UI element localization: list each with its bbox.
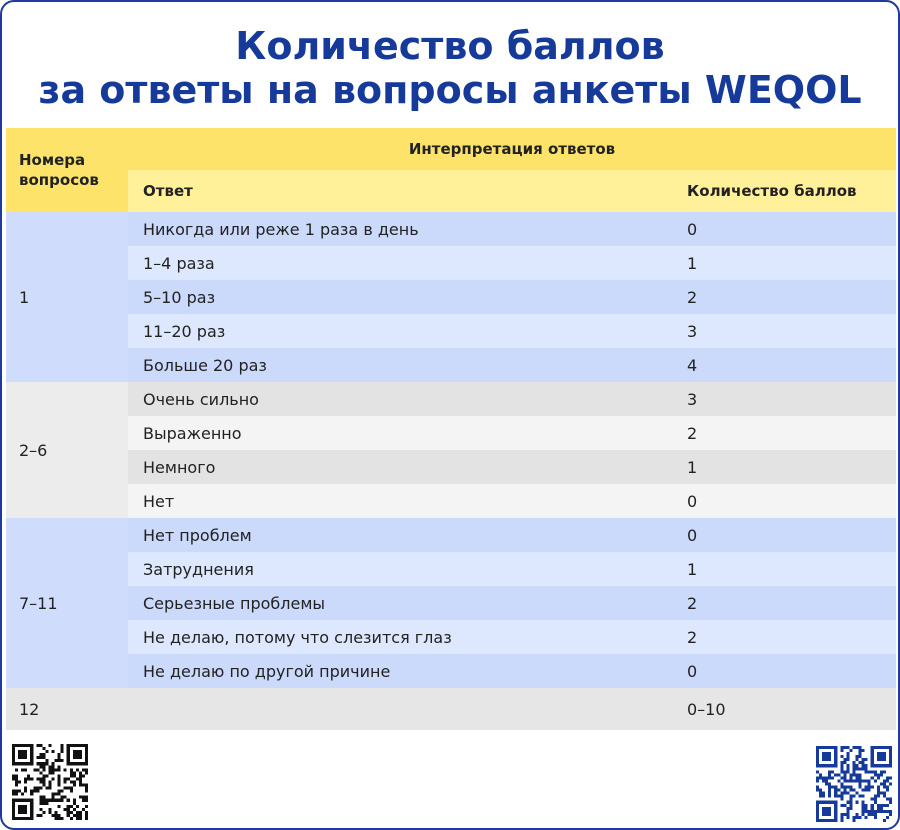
table-row [6, 450, 896, 484]
answer-cell: Никогда или реже 1 раза в день [128, 212, 682, 246]
score-cell: 0 [682, 518, 896, 552]
answer-cell: 11–20 раз [128, 314, 682, 348]
table-row [6, 348, 896, 382]
table-row [6, 654, 896, 688]
score-cell: 0–10 [682, 688, 896, 730]
scores-table [6, 128, 896, 730]
table-row [6, 552, 896, 586]
score-cell: 2 [682, 586, 896, 620]
answer-cell: Не делаю, потому что слезится глаз [128, 620, 682, 654]
header-row-1 [6, 128, 896, 170]
table-row [6, 620, 896, 654]
question-number: 7–11 [6, 518, 128, 688]
question-number: 12 [6, 688, 128, 730]
table-row [6, 280, 896, 314]
answer-cell: 1–4 раза [128, 246, 682, 280]
answer-cell: Не делаю по другой причине [128, 654, 682, 688]
score-cell: 1 [682, 246, 896, 280]
score-cell: 1 [682, 450, 896, 484]
table-row [6, 484, 896, 518]
header-row-2 [6, 170, 896, 212]
table-row [6, 518, 896, 552]
table-row [6, 416, 896, 450]
qr-code-icon [12, 744, 88, 820]
header-score: Количество баллов [682, 170, 896, 212]
header-questions: Номера вопросов [6, 128, 128, 212]
answer-cell: Выраженно [128, 416, 682, 450]
score-cell: 4 [682, 348, 896, 382]
answer-cell: Нет проблем [128, 518, 682, 552]
score-cell: 3 [682, 382, 896, 416]
table-row [6, 212, 896, 246]
table-row [6, 246, 896, 280]
score-cell: 0 [682, 212, 896, 246]
header-interpretation: Интерпретация ответов [128, 128, 896, 170]
qr-code-icon [816, 746, 892, 822]
title-line-2: за ответы на вопросы анкеты WEQOL [38, 68, 862, 112]
table-row [6, 382, 896, 416]
table-row [6, 314, 896, 348]
score-cell: 3 [682, 314, 896, 348]
score-cell: 2 [682, 620, 896, 654]
answer-cell: Немного [128, 450, 682, 484]
score-cell: 0 [682, 654, 896, 688]
score-cell: 2 [682, 280, 896, 314]
score-cell: 1 [682, 552, 896, 586]
score-cell: 2 [682, 416, 896, 450]
answer-cell: Очень сильно [128, 382, 682, 416]
answer-cell: Серьезные проблемы [128, 586, 682, 620]
answer-cell: Затруднения [128, 552, 682, 586]
answer-cell [128, 688, 682, 730]
answer-cell: Больше 20 раз [128, 348, 682, 382]
title-line-1: Количество баллов [235, 24, 665, 68]
table-row [6, 586, 896, 620]
score-cell: 0 [682, 484, 896, 518]
answer-cell: 5–10 раз [128, 280, 682, 314]
answer-cell: Нет [128, 484, 682, 518]
question-number: 2–6 [6, 382, 128, 518]
page-title [2, 24, 898, 112]
table-row [6, 688, 896, 730]
question-number: 1 [6, 212, 128, 382]
header-answer: Ответ [128, 170, 682, 212]
